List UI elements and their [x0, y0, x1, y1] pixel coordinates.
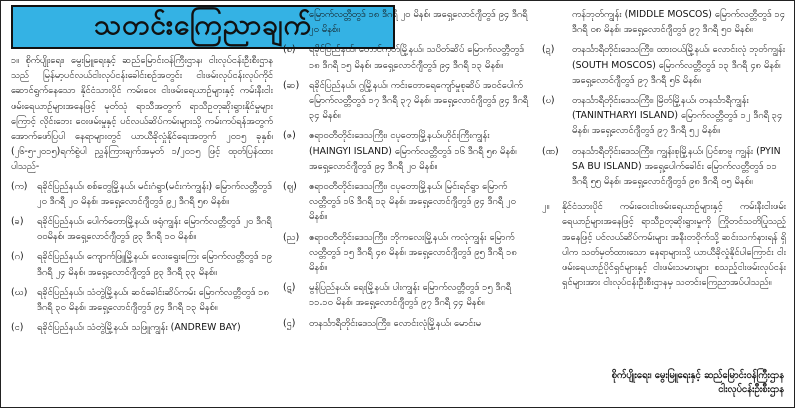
signature-ministry: စိုက်ပျိုးရေး၊ မွေးမြူရေးနှင့် ဆည်မြောင်းဝန်ကြီးဌာန — [611, 370, 784, 381]
item-number: (ဇ) — [283, 130, 296, 142]
item-text: ဧရာဝတီတိုင်းဒေသကြီး၊ ဘိုကလေးမြို့နယ်၊ ကလုံကျွန်း မြောက်လတ္တီတွဒ် ၁၅ ဒီဂရီ ၄၈ မိနစ်၊ အရှေ့လောင်ဂျီတွဒ် ၉၅ ဒီဂရီ ၁၈ မိနစ်။ — [309, 231, 517, 274]
signature-department: ငါးလုပ်ငန်းဦးစီးဌာန — [718, 384, 784, 395]
location-item — [542, 93, 786, 139]
location-item — [11, 249, 273, 279]
column-2 — [283, 7, 533, 336]
item-number: (ည) — [283, 231, 300, 243]
paragraph-number: ၂။ — [542, 201, 550, 213]
paragraph-text: နိုင်ငံသားပိုင် ကမ်းဝေးငါးဖမ်းရေယာဉ်များနှင့် ကမ်းနီးငါးဖမ်း ရေယာဉ်များအနေဖြင့် ရာသီဥတုဆိုးရွားမှုကို ကြိုတင်သတိပြုသည့်အနေဖြင့် ပင်လယ်ဆိပ်ကမ်းများ အနီးတဝိုက်သို့ ဆင်းသက်နားရန် ရှိပါက သတ်မှတ်ထားသော နေရာများသို့ ယာယီခိုလှုံနိုင်ပါကြောင်း ငါးဖမ်းရေယာဉ်ပိုင်ရှင်များနှင့် ငါးဖမ်းသမားများ စသည့်ငါးဖမ်းလုပ်ငန်းရှင်များအား ငါးလုပ်ငန်းဦးစီးဌာနမှ သတင်းကြေညာအပ်ပါသည်။ — [562, 201, 786, 289]
item-number: (စ) — [283, 44, 296, 56]
item-number: (ဏ) — [542, 145, 559, 157]
column-1 — [11, 53, 273, 340]
announcement-title: သတင်းကြေညာချက် — [94, 8, 312, 41]
item-text: မြောက်လတ္တီတွဒ် ၁၈ ဒီဂရီ ၂၀ မိနစ်၊ အရှေ့လောင်ဂျီတွဒ် ၉၄ ဒီဂရီ ၂၀ မိနစ်။ — [309, 9, 528, 36]
item-text: ရခိုင်ပြည်နယ်၊ တောင်ကုတ်မြို့နယ်၊ သပိတ်ဆိပ် မြောက်လတ္တီတွဒ် ၁၈ ဒီဂရီ ၁၅ မိနစ်၊ အရှေ့လောင်ဂျီတွဒ် ၉၄ ဒီဂရီ ၁၃ မိနစ်။ — [309, 44, 524, 71]
intro-paragraph: ၁။ စိုက်ပျိုးရေး၊ မွေးမြူရေးနှင့် ဆည်မြောင်းဝန်ကြီးဌာန၊ ငါးလုပ်ငန်းဦးစီးဌာနသည် မြန်မာ့ပင်လယ်ငါးလုပ်ငန်းခေါင်းစဉ်အတွင်း ငါးဖမ်းလုပ်ငန်းလုပ်ကိုင်ဆောင်ရွက်နေသော နိုင်ငံသားပိုင် ကမ်းဝေး ငါးဖမ်းရေယာဉ်များနှင့် ကမ်းနီးငါးဖမ်းရေယာဉ်များအနေဖြင့် မုတ်သုံ ရာသီအတွက် ရာသီဥတုဆိုးရွားနိုင်မှုများကြောင့် လိုင်းဘေး ဝေးဖမ်းမှုနှင့် ပင်လယ်ဆိပ်ကမ်းများသို့ ကမ်းကပ်ရန်အတွက် အောက်ဖော်ပြပါ နေရာများတွင် ယာယီခိုလှုံနိုင်ရေးအတွက် ၂၀၁၅ ခုနှစ်၊ (၂၆-၅-၂၀၁၅)ရက်စွဲပါ ညွှန်ကြားချက်အမှတ် ၁/၂၀၁၅ ဖြင့် ထုတ်ပြန်ထားပါသည်- — [11, 55, 273, 173]
item-text: ဧရာဝတီတိုင်းဒေသကြီး၊ ငပုတောမြို့နယ်၊ဟိုင်းကြီးကျွန်း (HAINGYI ISLAND) မြောက်လတ္တီတွဒ် ၁၆ ဒီဂရီ ၅၈ မိနစ်၊ အရှေ့လောင်ဂျီတွဒ် ၉၄ ဒီဂရီ ၂၀ မိနစ်။ — [309, 130, 517, 172]
item-number: (ဍ) — [542, 44, 555, 56]
location-item — [11, 214, 273, 244]
item-number: (ဋ) — [283, 282, 296, 294]
item-text: ရခိုင်ပြည်နယ်၊ သံတွဲမြို့နယ်၊ သဖြူကျွန်း (ANDREW BAY) — [37, 322, 241, 334]
item-number — [283, 7, 309, 37]
location-item — [283, 280, 533, 310]
item-text: ရခိုင်ပြည်နယ်၊ စစ်တွေမြို့နယ်၊ မင်းဂံရွာ(မင်းကံကျွန်း) မြောက်လတ္တီတွဒ် ၂၀ ဒီဂရီ ၂၀ မိနစ်၊ အရှေ့လောင်ဂျီတွဒ် ၉၂ ဒီဂရီ ၅၈ မိနစ်။ — [37, 180, 272, 207]
location-item — [542, 7, 786, 37]
location-item — [11, 179, 273, 209]
item-number: (ခ) — [11, 216, 24, 228]
location-item — [283, 128, 533, 174]
location-item — [283, 78, 533, 124]
item-text: တနင်္သာရီတိုင်းဒေသကြီး၊ လောင်းလုံမြို့နယ်၊ မောင်းမ — [309, 317, 481, 329]
item-number: (ဈ) — [283, 181, 297, 193]
item-number: (င) — [11, 322, 24, 334]
signature-block — [612, 369, 784, 397]
item-number: (က) — [11, 180, 28, 192]
location-item — [542, 42, 786, 88]
item-text: ရခိုင်ပြည်နယ်၊ သံတွဲမြို့နယ်၊ ဆင်ခေါင်းဆိပ်ကမ်း မြောက်လတ္တီတွဒ် ၁၈ ဒီဂရီ ၃၀ မိနစ်၊ အရှေ့လောင်ဂျီတွဒ် ၉၄ ဒီဂရီ ၁၃ မိနစ်။ — [37, 286, 269, 314]
location-item — [11, 285, 273, 315]
item-number: (ဆ) — [283, 79, 300, 91]
item-text: မွန်ပြည်နယ်၊ ရေးမြို့နယ်၊ ပါးကျွန်း မြောက်လတ္တီတွဒ် ၁၅ ဒီဂရီ ၁၁.၁၀ မိနစ်၊ အရှေ့လောင်ဂျီတွဒ် ၉၇ ဒီဂရီ ၄၄ မိနစ်။ — [309, 282, 512, 309]
location-item — [283, 230, 533, 276]
item-text: ဧရာဝတီတိုင်းဒေသကြီး၊ ငပုတောမြို့နယ်၊ မြင်းရင်ရွာ မြောက်လတ္တီတွဒ် ၁၆ ဒီဂရီ ၁၃ မိနစ်၊ အရှေ့လောင်ဂျီတွဒ် ၉၄ ဒီဂရီ ၂၀ မိနစ်။ — [309, 181, 516, 223]
location-item — [283, 42, 533, 72]
location-item — [283, 316, 533, 331]
item-number: (ဌ) — [283, 317, 296, 329]
item-text: တနင်္သာရီတိုင်းဒေသကြီး၊ ထားဝယ်မြို့နယ်၊ လောင်းလုံ ဘုတ်ကျွန်း (SOUTH MOSCOS) မြောက်လတ္တီတွဒ် ၁၃ ဒီဂရီ ၄၈ မိနစ်၊ အရှေ့လောင်ဂျီတွဒ် ၉၇ ဒီဂရီ ၅၆ မိနစ်။ — [572, 44, 786, 86]
location-item — [283, 7, 533, 37]
item-text: ရခိုင်ပြည်နယ်၊ ဂွမြို့နယ်၊ ကင်းတောရေကျော်မှုစုဆိပ် အဝင်ပေါက် မြောက်လတ္တီတွဒ် ၁၇ ဒီဂရီ ၃၇ မိနစ်၊ အရှေ့လောင်ဂျီတွဒ် ၉၄ ဒီဂရီ ၃၄ မိနစ်။ — [309, 79, 529, 122]
location-item — [11, 320, 273, 335]
location-item — [542, 144, 786, 190]
closing-paragraph — [542, 199, 786, 290]
item-text: ရခိုင်ပြည်နယ်၊ ပေါက်တောမြို့နယ်၊ ဖရုံကျွန်း မြောက်လတ္တီတွဒ် ၂၀ ဒီဂရီ ၀၀မိနစ်၊ အရှေ့လောင်ဂျီတွဒ် ၉၃ ဒီဂရီ ၁၀ မိနစ်။ — [37, 216, 272, 243]
item-text: တနင်္သာရီတိုင်းဒေသကြီး၊ မြိတ်မြို့နယ်၊ တနင်္သာရီကျွန်း (TANINTHARYI ISLAND) မြောက်လတ္တီတွဒ် ၁၂ ဒီဂရီ ၃၄ မိနစ်၊ အရှေ့လောင်ဂျီတွဒ် ၉၇ ဒီဂရီ ၅၂ မိနစ်။ — [572, 95, 783, 137]
item-text: ကန်ဘုတ်ကျွန်း (MIDDLE MOSCOS) မြောက်လတ္တီတွဒ် ၁၄ ဒီဂရီ ၀၈ မိနစ်၊ အရှေ့လောင်ဂျီတွဒ် ၉၇ ဒီဂရီ ၅၀ မိနစ်။ — [572, 9, 785, 36]
column-3 — [542, 7, 786, 290]
location-item — [283, 179, 533, 225]
item-number: (ဂ) — [11, 251, 24, 263]
item-text: တနင်္သာရီတိုင်းဒေသကြီး၊ ကျွန်းစုမြို့နယ်၊ ပြင်စာဗူ ကျွန်း (PYIN SA BU ISLAND) အရှေ့ပေါက်ခေါင်း မြောက်လတ္တီတွဒ် ၁၁ ဒီဂရီ ၅၅ မိနစ်၊ အရှေ့လောင်ဂျီတွဒ် ၉၈ ဒီဂရီ ၀၅ မိနစ်။ — [572, 145, 781, 188]
item-number: (ဃ) — [11, 286, 28, 298]
item-number: (ဎ) — [542, 95, 555, 107]
item-text: ရခိုင်ပြည်နယ်၊ ကျောက်ဖြူမြို့နယ်၊ လေးရွေးကြေး မြောက်လတ္တီတွဒ် ၁၉ ဒီဂရီ ၂၄ မိနစ်၊ အရှေ့လောင်ဂျီတွဒ် ၉၃ ဒီဂရီ ၃၃ မိနစ်။ — [37, 251, 272, 278]
